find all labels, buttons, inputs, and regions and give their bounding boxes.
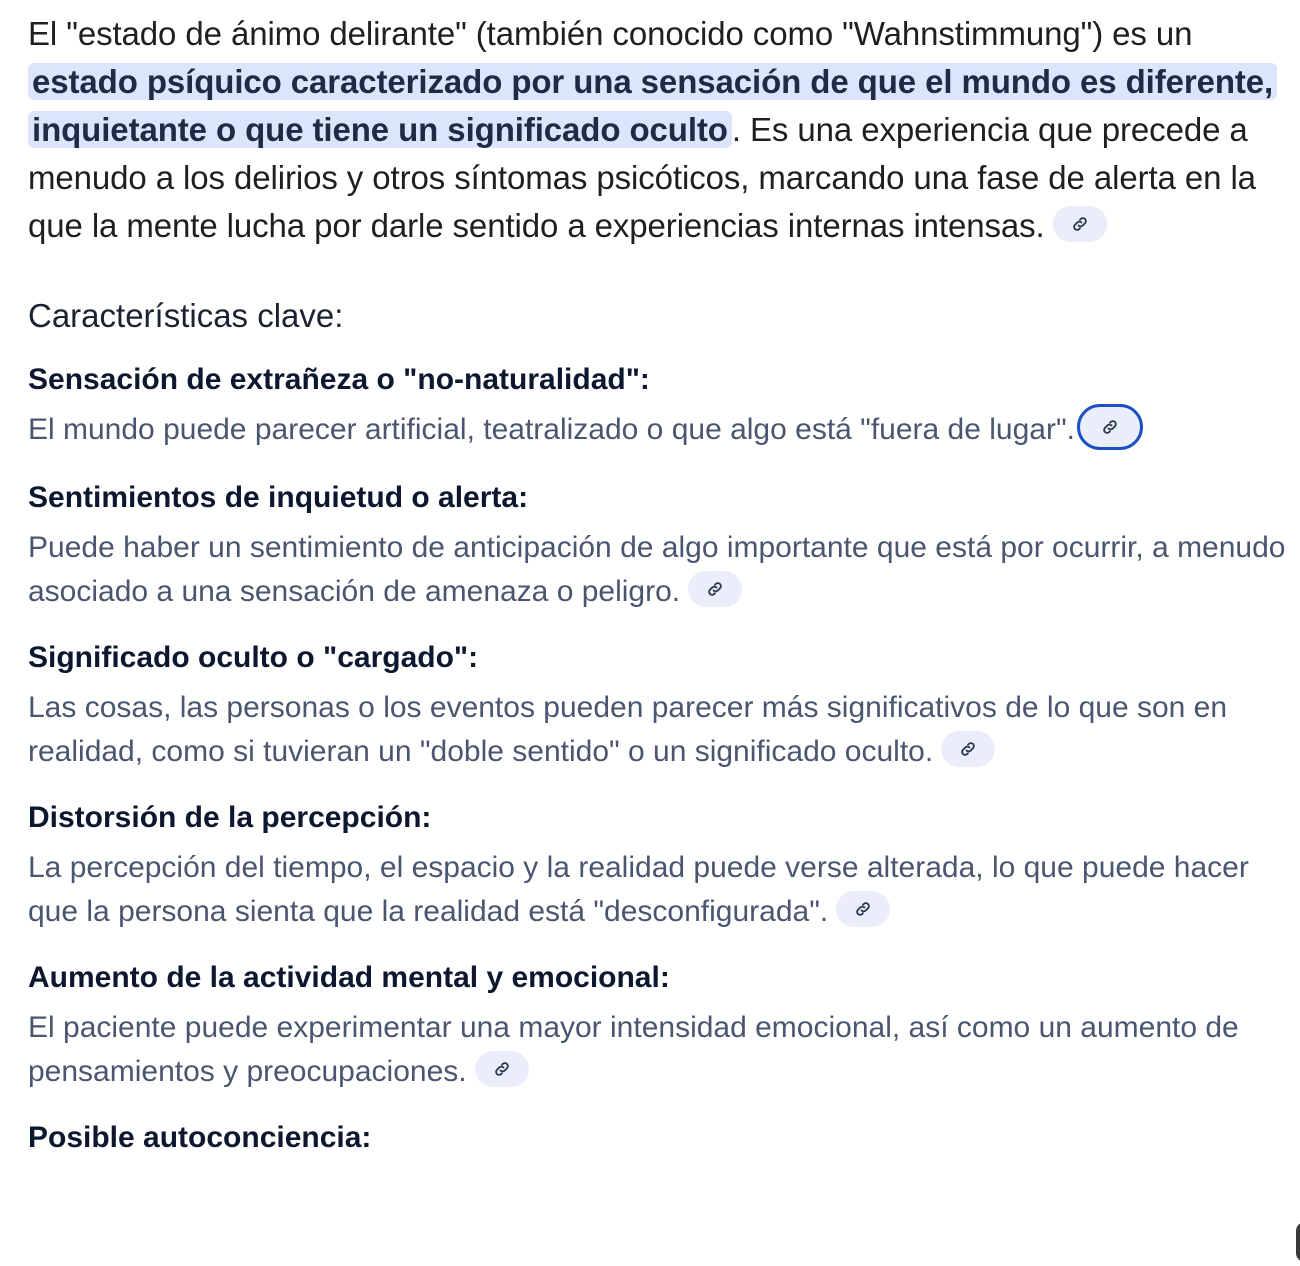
response-content — [28, 10, 1290, 1160]
feature-description — [28, 686, 1290, 774]
feature-title: Distorsión de la percepción: — [28, 801, 432, 835]
feature-description — [28, 526, 1290, 614]
feature-item — [28, 956, 1290, 1094]
feature-description — [28, 1006, 1290, 1094]
feature-description-text: El paciente puede experimentar una mayor intensidad emocional, así como un aumento de pensamientos y preocupaciones. — [28, 1011, 1239, 1089]
feature-description — [28, 408, 1290, 454]
link-icon — [1071, 215, 1089, 233]
feature-title: Posible autoconciencia: — [28, 1121, 372, 1155]
highlighted-definition: estado psíquico caracterizado por una sensación de que el mundo es diferente, inquietante o que tiene un significado oculto — [28, 63, 1277, 148]
feature-title: Significado oculto o "cargado": — [28, 641, 479, 675]
intro-text-after: . Es una experiencia que precede a menudo a los delirios y otros síntomas psicóticos, marcando una fase de alerta en la que la mente lucha por darle sentido a experiencias internas intensas. — [28, 111, 1256, 244]
link-icon — [493, 1060, 511, 1078]
link-icon — [1101, 418, 1119, 436]
feature-title: Sentimientos de inquietud o alerta: — [28, 481, 529, 515]
source-link-button[interactable] — [1053, 206, 1107, 242]
feature-title: Sensación de extrañeza o "no-naturalidad": — [28, 363, 650, 396]
scroll-handle[interactable] — [1296, 1222, 1300, 1262]
feature-description-text: La percepción del tiempo, el espacio y la realidad puede verse alterada, lo que puede hacer que la persona sienta que la realidad está "desconfigurada". — [28, 851, 1249, 929]
link-icon — [706, 580, 724, 598]
feature-item — [28, 358, 1290, 454]
source-link-button[interactable] — [688, 571, 742, 607]
source-link-button[interactable] — [836, 891, 890, 927]
feature-description-text: El mundo puede parecer artificial, teatralizado o que algo está "fuera de lugar". — [28, 413, 1075, 446]
feature-item — [28, 636, 1290, 774]
section-title: Características clave: — [28, 297, 344, 334]
feature-title: Aumento de la actividad mental y emocional: — [28, 961, 670, 995]
feature-description-text: Las cosas, las personas o los eventos pueden parecer más significativos de lo que son en realidad, como si tuvieran un "doble sentido" o un significado oculto. — [28, 691, 1228, 769]
intro-text-before: El "estado de ánimo delirante" (también conocido como "Wahnstimmung") es un — [28, 15, 1193, 52]
feature-item — [28, 796, 1290, 934]
source-link-button[interactable] — [475, 1051, 529, 1087]
feature-description-text: Puede haber un sentimiento de anticipación de algo importante que está por ocurrir, a menudo asociado a una sensación de amenaza o peligro. — [28, 531, 1286, 609]
source-link-button-active[interactable] — [1077, 404, 1143, 450]
feature-item — [28, 476, 1290, 614]
link-icon — [854, 900, 872, 918]
link-icon — [959, 740, 977, 758]
feature-item — [28, 1116, 1290, 1160]
source-link-button[interactable] — [941, 731, 995, 767]
feature-description — [28, 846, 1290, 934]
intro-paragraph — [28, 10, 1290, 250]
